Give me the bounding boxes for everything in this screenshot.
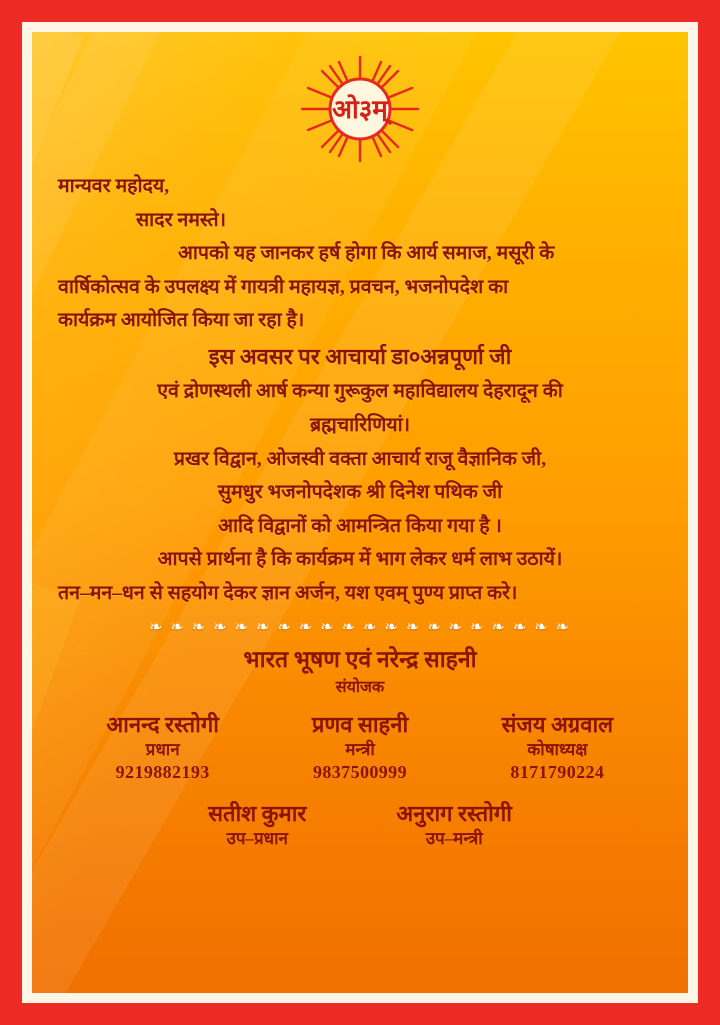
- officer-card: [261, 711, 458, 784]
- officers-row-primary: [58, 711, 662, 784]
- officer-phone: 9219882193: [115, 761, 210, 782]
- officers-row-secondary: [58, 800, 662, 850]
- greeting: सादर नमस्ते।: [136, 209, 227, 231]
- guest-line-5: सुमधुर भजनोपदेशक श्री दिनेश पथिक जी: [217, 482, 503, 504]
- letter-body: [58, 170, 662, 610]
- guest-line-1: इस अवसर पर आचार्या डा०अन्नपूर्णा जी: [208, 343, 512, 369]
- request-line-2: तन–मन–धन से सहयोग देकर ज्ञान अर्जन, यश एवम् पुण्य प्राप्त करे।: [58, 582, 518, 604]
- officer-role: प्रधान: [145, 739, 180, 759]
- officer-card: [459, 711, 656, 784]
- guest-line-2: एवं द्रोणस्थली आर्ष कन्या गुरूकुल महाविद्यालय देहरादून की: [157, 381, 563, 403]
- convener-role: संयोजक: [335, 679, 385, 697]
- para-line-3: कार्यक्रम आयोजित किया जा रहा है।: [58, 310, 305, 332]
- officer-card: [396, 800, 511, 850]
- convener-block: [58, 642, 662, 697]
- guest-line-6: आदि विद्वानों को आमन्त्रित किया गया है ।: [218, 515, 502, 537]
- salutation: मान्यवर महोदय,: [58, 176, 170, 197]
- guest-line-3: ब्रह्मचारिणियां।: [309, 415, 411, 437]
- officer-name: संजय अग्रवाल: [501, 712, 614, 738]
- para-line-1: आपको यह जानकर हर्ष होगा कि आर्य समाज, मसूरी के: [178, 243, 555, 265]
- officer-name: अनुराग रस्तोगी: [396, 801, 512, 827]
- officer-role: कोषाध्यक्ष: [527, 739, 588, 759]
- convener-name: भारत भूषण एवं नरेन्द्र साहनी: [243, 647, 477, 673]
- officer-phone: 8171790224: [510, 761, 605, 782]
- invitation-card-body: [32, 32, 688, 993]
- officer-phone: 9837500999: [312, 761, 407, 782]
- officer-name: सतीश कुमार: [208, 801, 307, 827]
- invitation-card-white-frame: [22, 22, 698, 1003]
- om-sun-emblem-icon: [294, 54, 426, 164]
- para-line-2: वार्षिकोत्सव के उपलक्ष्य में गायत्री महायज्ञ, प्रवचन, भजनोपदेश का: [58, 276, 509, 298]
- emblem-container: [58, 54, 662, 164]
- officer-name: आनन्द रस्तोगी: [106, 712, 219, 738]
- officer-card: [64, 711, 261, 784]
- guest-line-4: प्रखर विद्वान, ओजस्वी वक्ता आचार्य राजू वैज्ञानिक जी,: [173, 448, 547, 470]
- officer-card: [208, 800, 306, 850]
- officer-role: मन्त्री: [345, 739, 375, 759]
- officer-name: प्रणव साहनी: [311, 712, 409, 738]
- officer-role: उप–प्रधान: [226, 828, 288, 848]
- request-line-1: आपसे प्रार्थना है कि कार्यक्रम में भाग लेकर धर्म लाभ उठायें।: [157, 549, 563, 571]
- svg-text:ओ३म्: ओ३म्: [332, 95, 388, 124]
- invitation-content: [32, 32, 688, 850]
- officer-role: उप–मन्त्री: [425, 828, 483, 848]
- decorative-divider: ❧ ❧ ❧ ❧ ❧ ❧ ❧ ❧ ❧ ❧ ❧ ❧ ❧ ❧ ❧ ❧ ❧ ❧ ❧ ❧: [148, 620, 572, 637]
